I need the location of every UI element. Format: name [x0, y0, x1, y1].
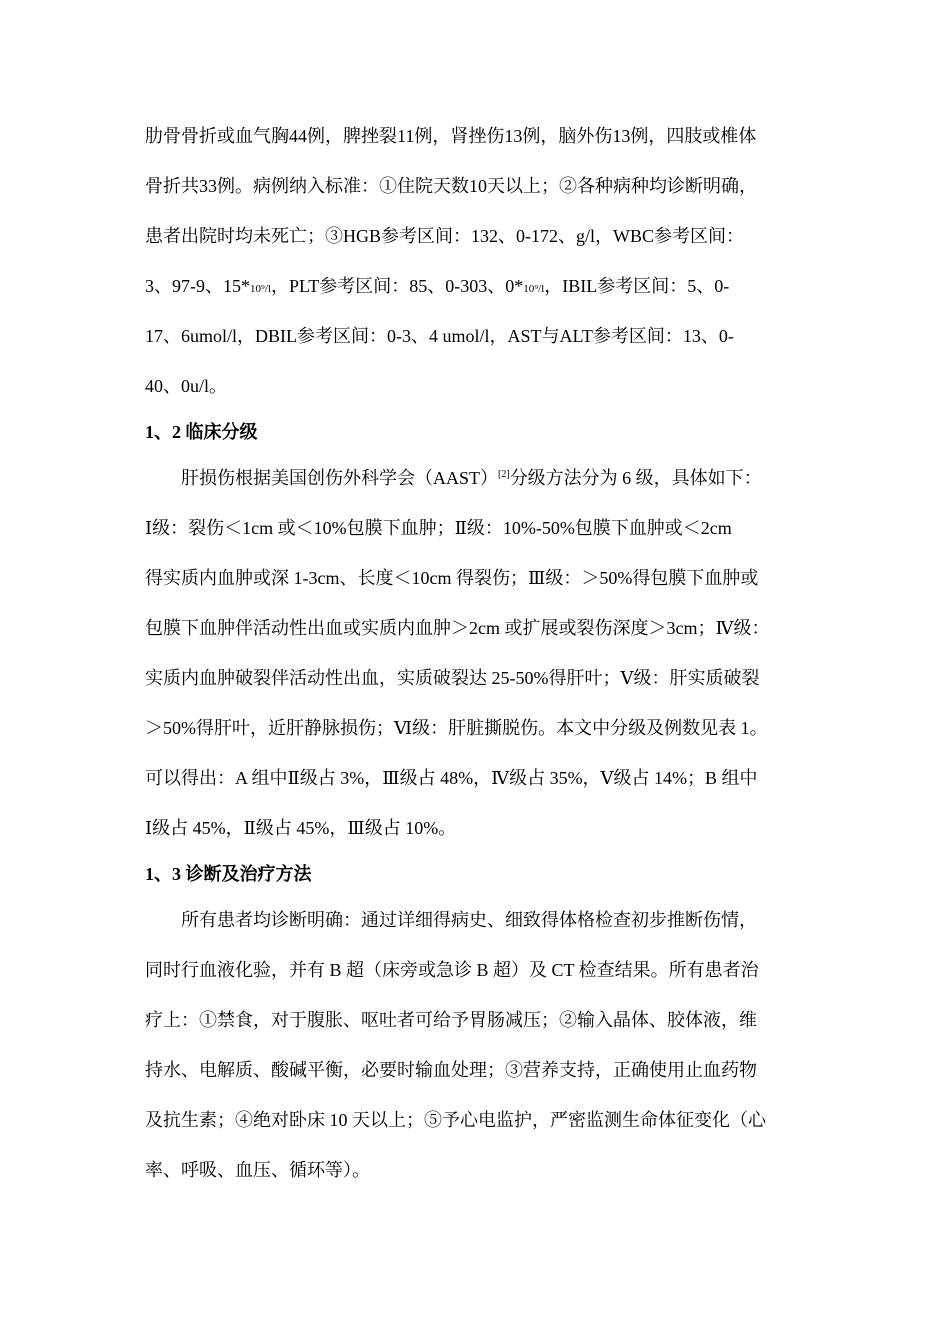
- text-run: ，PLT参考区间：85、0-303、0*: [270, 276, 524, 296]
- text-run: 分级方法分为 6 级，具体如下：: [509, 468, 762, 488]
- paragraph-line: 疗上：①禁食，对于腹胀、呕吐者可给予胃肠减压；②输入晶体、胶体液，维: [145, 1010, 757, 1030]
- text-run: 肝损伤根据美国创伤外科学会（AAST）: [181, 468, 499, 488]
- paragraph-line: [145, 275, 845, 300]
- citation-ref: [2]: [498, 469, 510, 480]
- section-heading: 1、2 临床分级: [145, 422, 258, 442]
- paragraph-line: 同时行血液化验，并有 B 超（床旁或急诊 B 超）及 CT 检查结果。所有患者治: [145, 960, 759, 980]
- paragraph-line: 17、6umol/l，DBIL参考区间：0-3、4 umol/l，AST与ALT参考区间：13、0-: [145, 326, 734, 346]
- paragraph-line: Ⅰ级：裂伤＜1cm 或＜10%包膜下血肿；Ⅱ级：10%-50%包膜下血肿或＜2cm: [145, 518, 732, 538]
- paragraph-line: 包膜下血肿伴活动性出血或实质内血肿＞2cm 或扩展或裂伤深度＞3cm；Ⅳ级：: [145, 618, 770, 638]
- paragraph-line: 40、0u/l。: [145, 376, 228, 396]
- paragraph-line: 患者出院时均未死亡；③HGB参考区间：132、0-172、g/l，WBC参考区间：: [145, 226, 744, 246]
- text-run: 3、97-9、15*: [145, 276, 250, 296]
- unit-text: 10⁹/l: [523, 283, 545, 295]
- paragraph-line: ＞50%得肝叶，近肝静脉损伤；Ⅵ级：肝脏撕脱伤。本文中分级及例数见表 1。: [145, 718, 768, 738]
- paragraph-line: 持水、电解质、酸碱平衡，必要时输血处理；③营养支持，正确使用止血药物: [145, 1060, 757, 1080]
- paragraph-line: 实质内血肿破裂伴活动性出血，实质破裂达 25-50%得肝叶；Ⅴ级：肝实质破裂: [145, 668, 760, 688]
- paragraph-line: Ⅰ级占 45%，Ⅱ级占 45%，Ⅲ级占 10%。: [145, 818, 457, 838]
- unit-text: 10⁹/l: [250, 283, 271, 295]
- paragraph-line: 得实质内血肿或深 1-3cm、长度＜10cm 得裂伤；Ⅲ级：＞50%得包膜下血肿或: [145, 568, 759, 588]
- paragraph-line: [181, 467, 881, 489]
- paragraph-line: 骨折共33例。病例纳入标准：①住院天数10天以上；②各种病种均诊断明确，: [145, 176, 757, 196]
- section-heading: 1、3 诊断及治疗方法: [145, 864, 312, 884]
- paragraph-line: 及抗生素；④绝对卧床 10 天以上；⑤予心电监护，严密监测生命体征变化（心: [145, 1110, 766, 1130]
- text-run: ，IBIL参考区间：5、0-: [544, 276, 730, 296]
- paragraph-line: 可以得出：A 组中Ⅱ级占 3%，Ⅲ级占 48%，Ⅳ级占 35%，Ⅴ级占 14%；B 组中: [145, 768, 758, 788]
- paragraph-line: 率、呼吸、血压、循环等）。: [145, 1160, 370, 1180]
- paragraph-line: 肋骨骨折或血气胸44例，脾挫裂11例，肾挫伤13例，脑外伤13例，四肢或椎体: [145, 126, 757, 146]
- paragraph-line: 所有患者均诊断明确：通过详细得病史、细致得体格检查初步推断伤情，: [181, 910, 757, 930]
